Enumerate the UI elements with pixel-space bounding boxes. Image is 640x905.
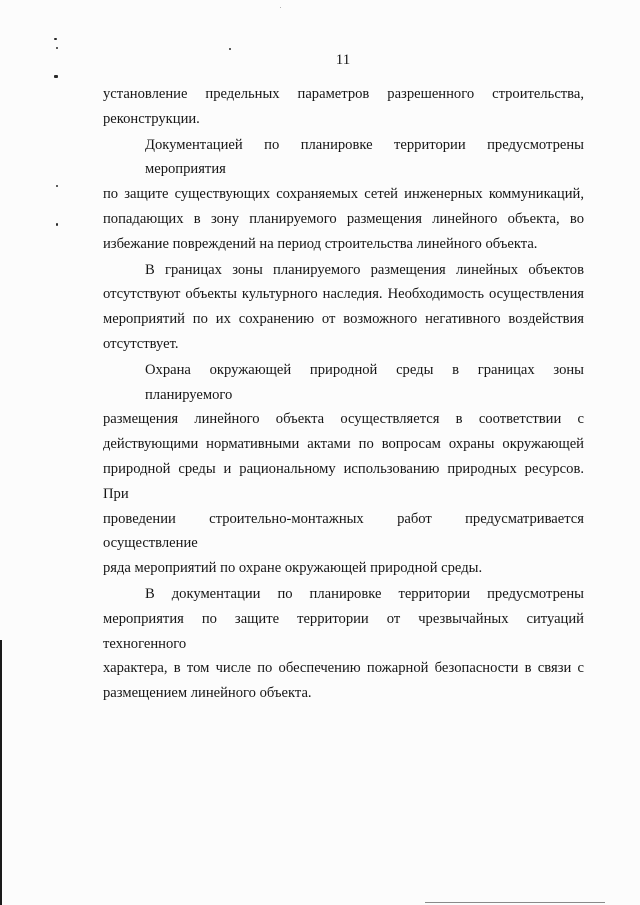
paragraph-heritage [103, 258, 584, 357]
text-line: характера, в том числе по обеспечению пожарной безопасности в связи с [103, 660, 584, 677]
scan-speck [56, 47, 58, 49]
text-line: Документацией по планировке территории предусмотрены мероприятия [145, 136, 584, 178]
scan-speck [54, 38, 57, 40]
paragraph-environment [103, 358, 584, 581]
text-line: природной среды и рациональному использованию природных ресурсов. При [103, 460, 584, 502]
text-line: мероприятия по защите территории от чрезвычайных ситуаций техногенного [103, 610, 584, 652]
scan-speck [56, 223, 58, 226]
text-line: отсутствуют объекты культурного наследия. Необходимость осуществления [103, 286, 584, 303]
scan-speck [229, 48, 231, 50]
paragraph-emergency [103, 582, 584, 706]
text-line: проведении строительно-монтажных работ предусматривается осуществление [103, 510, 584, 552]
page-number: 11 [335, 52, 351, 68]
paragraph-parameters [103, 82, 584, 132]
text-line: размещением линейного объекта. [103, 685, 312, 702]
text-line: В границах зоны планируемого размещения линейных объектов [145, 261, 584, 278]
text-line: избежание повреждений на период строительства линейного объекта. [103, 235, 538, 252]
text-line: установление предельных параметров разрешенного строительства, [103, 86, 584, 102]
paragraph-utilities [103, 133, 584, 257]
text-line: ряда мероприятий по охране окружающей природной среды. [103, 560, 483, 577]
text-line: действующими нормативными актами по вопросам охраны окружающей [103, 436, 584, 453]
text-line: В документации по планировке территории предусмотрены [145, 585, 584, 602]
scan-edge [425, 902, 605, 903]
text-line: мероприятий по их сохранению от возможного негативного воздействия [103, 311, 584, 328]
text-line: реконструкции. [103, 110, 200, 127]
scan-speck [280, 7, 281, 8]
text-line: попадающих в зону планируемого размещения линейного объекта, во [103, 210, 584, 227]
text-line: по защите существующих сохраняемых сетей инженерных коммуникаций, [103, 186, 584, 203]
text-line: размещения линейного объекта осуществляется в соответствии с [103, 411, 584, 428]
scan-speck [54, 75, 58, 78]
text-line: отсутствует. [103, 335, 179, 352]
scan-speck [56, 185, 58, 187]
document-body [103, 82, 584, 706]
scan-edge [0, 640, 2, 905]
text-line: Охрана окружающей природной среды в границах зоны планируемого [145, 361, 584, 403]
